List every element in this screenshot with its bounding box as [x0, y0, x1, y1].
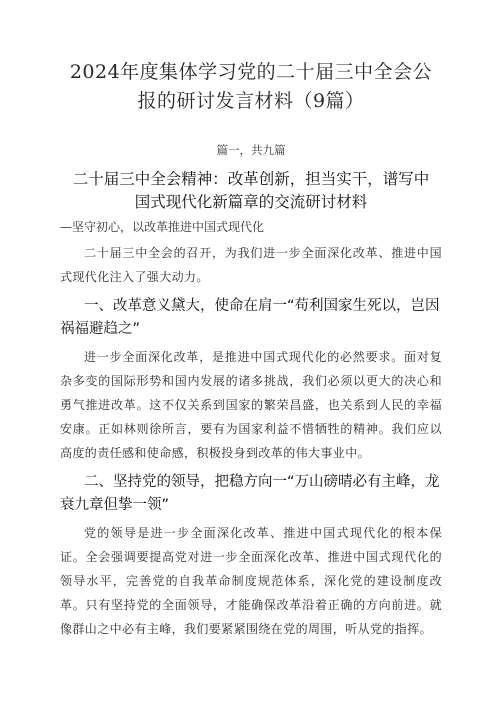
article-heading: [60, 168, 442, 214]
section-1-body: 进一步全面深化改革，是推进中国式现代化的必然要求。面对复杂多变的国际形势和国内发展的诸多挑战，我们必须以更大的决心和勇气推进改革。这不仅关系到国家的繁荣昌盛，也关系到人民的幸福安康。正如林则徐所言，要有为国家利益不惜牺牲的精神。我们应以高度的责任感和使命感，积极投身到改革的伟大事业中。: [60, 350, 442, 460]
intro-paragraph: 二十届三中全会的召开，为我们进一步全面深化改革、推进中国式现代化注入了强大动力。: [60, 246, 442, 284]
document-title: [60, 0, 442, 116]
article-heading-line-2: 国式现代化新篇章的交流研讨材料: [134, 193, 368, 211]
section-2-heading: 二、坚持党的领导，把稳方向一“万山磅晴必有主峰，龙衰九章但挚一领”: [60, 474, 440, 513]
section-2-body: 党的领导是进一步全面深化改革、推进中国式现代化的根本保证。全会强调要提高党对进一步全面深化改革、推进中国式现代化的领导水平，完善党的自我革命制度规范体系，深化党的建设制度改革。只有坚持党的全面领导，才能确保改革沿着正确的方向前进。就像群山之中必有主峰，我们要紧紧围绕在党的周围，听从党的指挥。: [60, 526, 442, 636]
section-1-heading: 一、改革意义黛大，使命在肩一“苟利国家生死以，岂因祸福避趋之”: [60, 298, 440, 337]
chapter-tag: 篇一，共九篇: [216, 143, 286, 157]
document-title-line-2: 报的研讨发言材料（9篇）: [137, 90, 365, 112]
document-title-line-1: 2024年度集体学习党的二十届三中全会公: [69, 61, 433, 83]
article-motto: —坚守初心，以改革推进中国式现代化: [60, 220, 265, 234]
article-heading-line-1: 二十届三中全会精神：改革创新，担当实干，谱写中: [72, 170, 430, 188]
